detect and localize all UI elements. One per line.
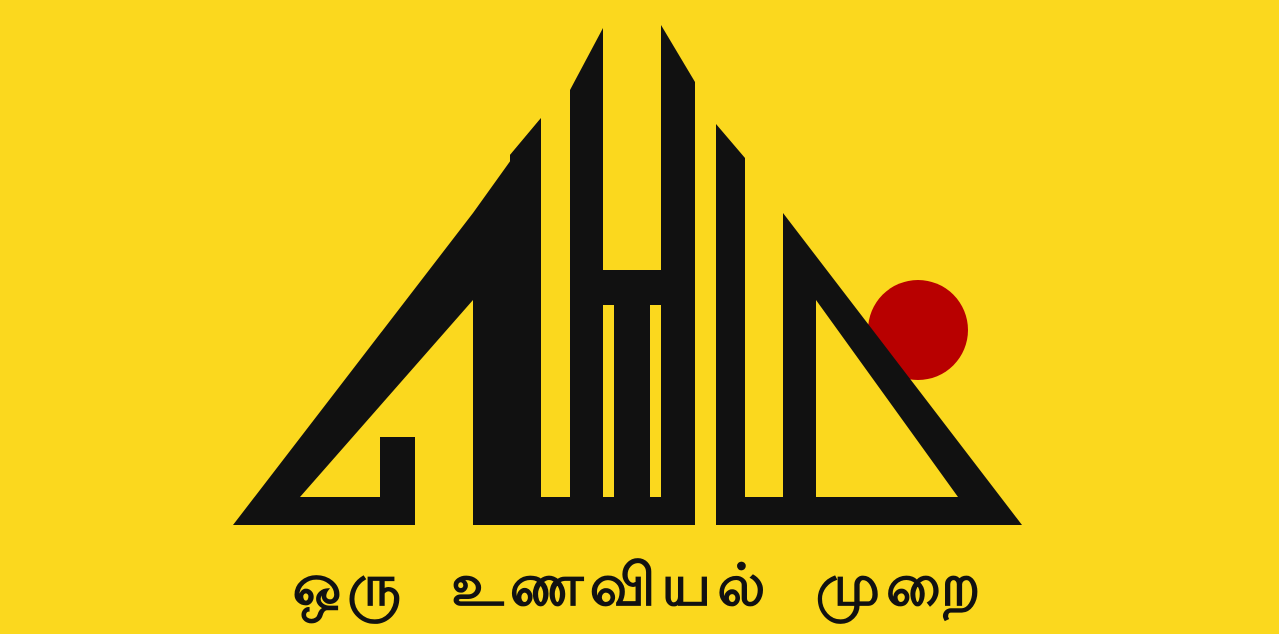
logo-pillar-one-cap-icon [510,118,541,155]
logo-pillar-four-icon [716,124,745,497]
logo-center-column-icon [614,305,650,497]
logo-pillar-two-icon [570,28,603,497]
logo-left-stroke-icon [233,213,473,525]
logo-pillar-one-bar-icon [510,155,541,525]
logo-center-notch-icon [603,270,661,305]
logo-center-base-icon [541,497,695,525]
brand-tagline: ஒரு உணவியல் முறை [292,551,987,619]
logo-right-base-icon [716,497,816,525]
logo-right-stroke-icon [716,213,1022,525]
logo-pillar-three-icon [661,25,695,525]
